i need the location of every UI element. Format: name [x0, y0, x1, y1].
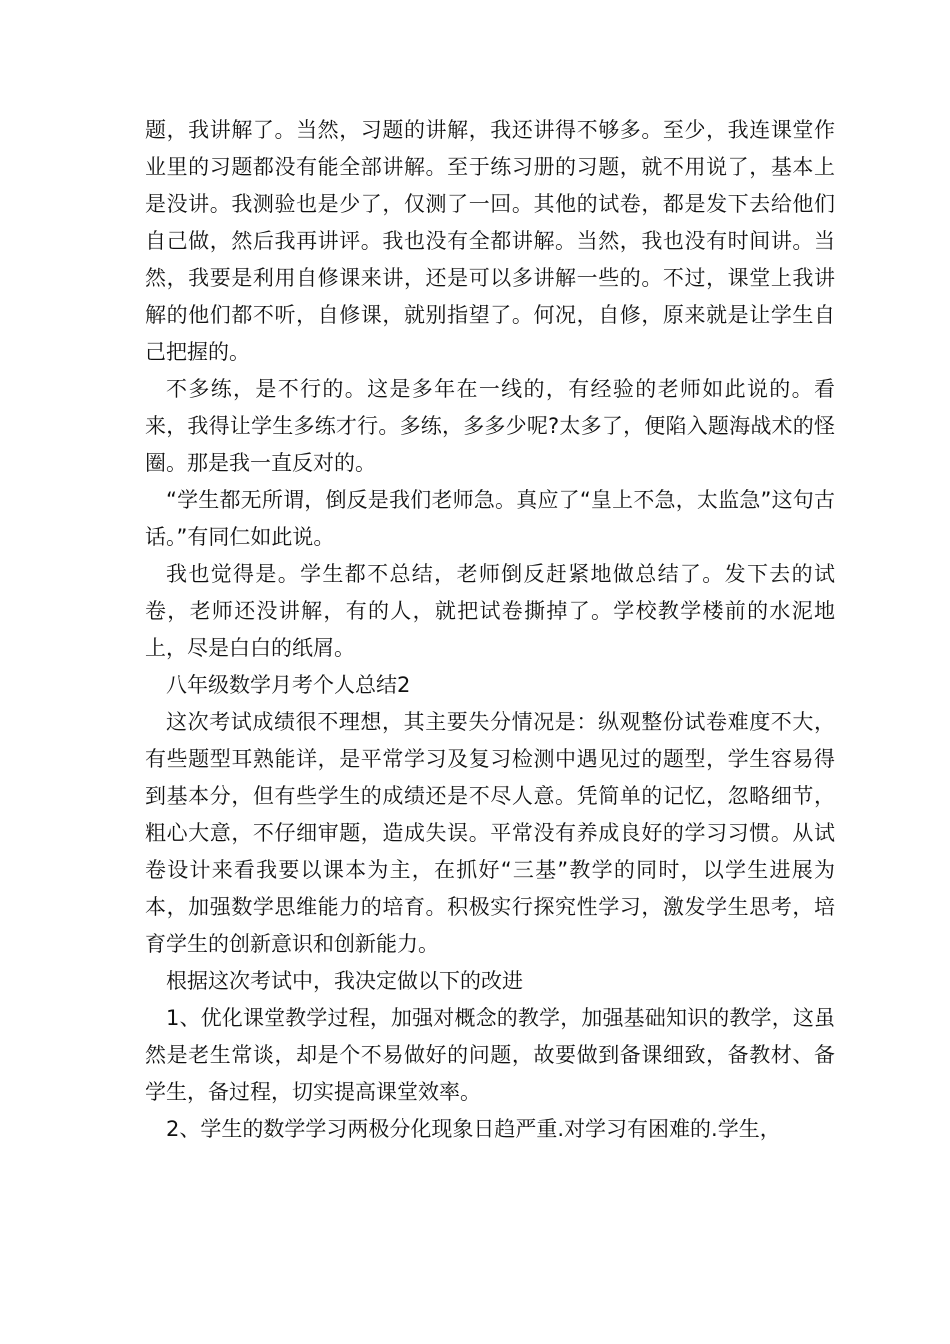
paragraph-3: “学生都无所谓，倒反是我们老师急。真应了“皇上不急，太监急”这句古话。”有同仁如此说。: [145, 488, 835, 549]
document-body: [145, 112, 835, 1148]
paragraph-2: 不多练，是不行的。这是多年在一线的，有经验的老师如此说的。看来，我得让学生多练才行。多练，多多少呢?太多了，便陷入题海战术的怪圈。那是我一直反对的。: [145, 377, 835, 475]
paragraph-5: 这次考试成绩很不理想，其主要失分情况是：纵观整份试卷难度不大，有些题型耳熟能详，是平常学习及复习检测中遇见过的题型，学生容易得到基本分，但有些学生的成绩还是不尽人意。凭简单的记忆，忽略细节，粗心大意，不仔细审题，造成失误。平常没有养成良好的学习习惯。从试卷设计来看我要以课本为主，在抓好“三基”教学的同时，以学生进展为本，加强数学思维能力的培育。积极实行探究性学习，激发学生思考，培育学生的创新意识和创新能力。: [145, 710, 835, 956]
paragraph-6: 根据这次考试中，我决定做以下的改进: [166, 969, 523, 993]
paragraph-4: 我也觉得是。学生都不总结，老师倒反赶紧地做总结了。发下去的试卷，老师还没讲解，有的人，就把试卷撕掉了。学校教学楼前的水泥地上，尽是白白的纸屑。: [145, 562, 835, 660]
list-item-2: 2、学生的数学学习两极分化现象日趋严重.对学习有困难的.学生，: [166, 1117, 781, 1141]
section-heading: 八年级数学月考个人总结2: [166, 673, 411, 697]
paragraph-1: 题，我讲解了。当然，习题的讲解，我还讲得不够多。至少，我连课堂作业里的习题都没有能全部讲解。至于练习册的习题，就不用说了，基本上是没讲。我测验也是少了，仅测了一回。其他的试卷，都是发下去给他们自己做，然后我再讲评。我也没有全都讲解。当然，我也没有时间讲。当然，我要是利用自修课来讲，还是可以多讲解一些的。不过，课堂上我讲解的他们都不听，自修课，就别指望了。何况，自修，原来就是让学生自己把握的。: [145, 118, 835, 364]
list-item-1: 1、优化课堂教学过程，加强对概念的教学，加强基础知识的教学，这虽然是老生常谈，却是个不易做好的问题，故要做到备课细致，备教材、备学生，备过程，切实提高课堂效率。: [145, 1006, 835, 1104]
